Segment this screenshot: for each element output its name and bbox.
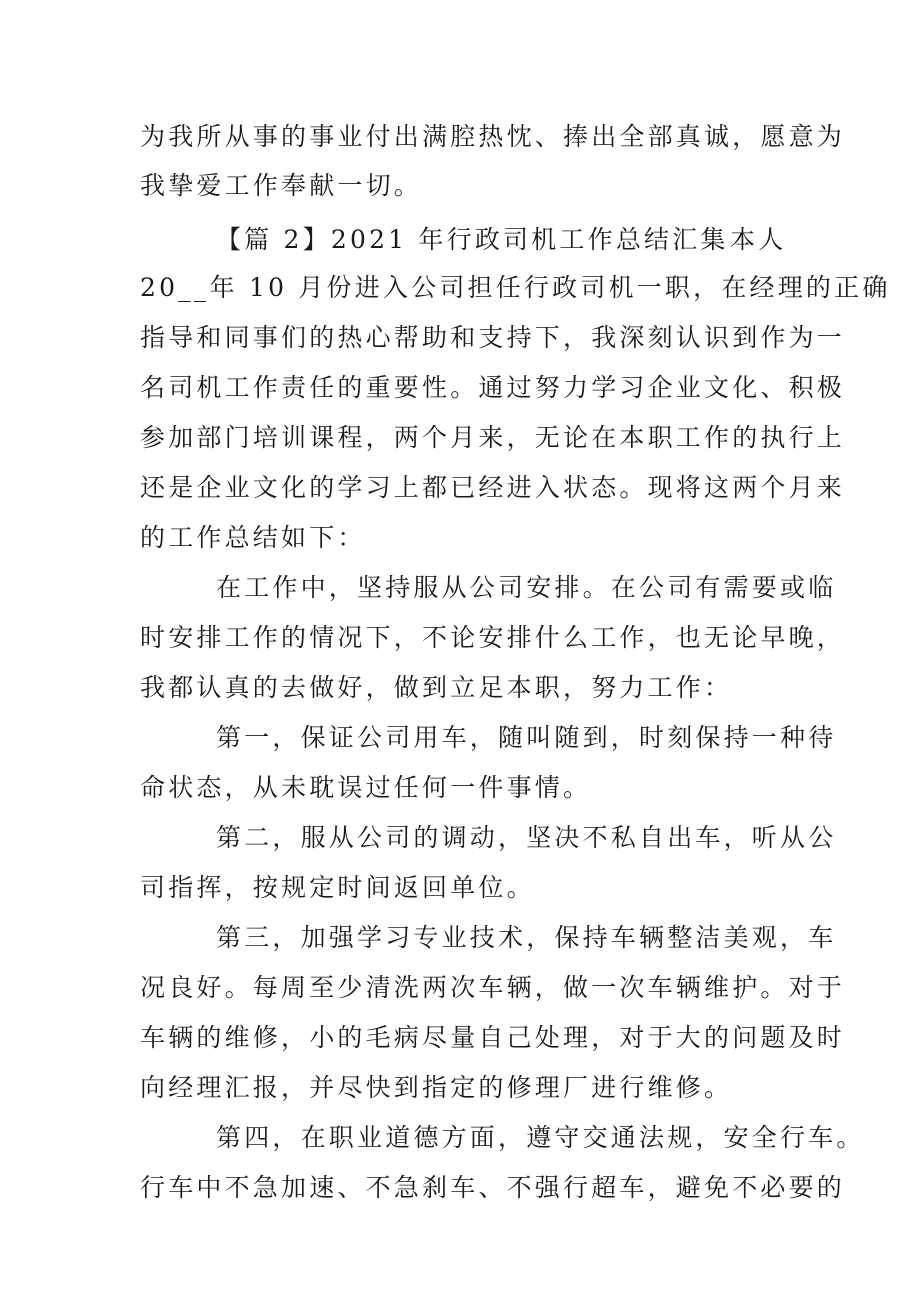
text-line-12: 我都认真的去做好，做到立足本职，努力工作： (140, 673, 733, 702)
text-line-2: 我挚爱工作奉献一切。 (140, 171, 423, 200)
text-line-5: 指导和同事们的热心帮助和支持下，我深刻认识到作为一 (140, 323, 846, 352)
text-line-1: 为我所从事的事业付出满腔热忱、捧出全部真诚，愿意为 (140, 122, 846, 151)
text-line-22: 行车中不急加速、不急刹车、不强行超车，避免不必要的 (140, 1173, 846, 1202)
text-line-19: 车辆的维修，小的毛病尽量自己处理，对于大的问题及时 (140, 1023, 846, 1052)
text-line-7: 参加部门培训课程，两个月来，无论在本职工作的执行上 (140, 423, 846, 452)
text-line-4: 20__年 10 月份进入公司担任行政司机一职，在经理的正确 (140, 273, 891, 302)
text-line-8: 还是企业文化的学习上都已经进入状态。现将这两个月来 (140, 473, 846, 502)
text-line-20: 向经理汇报，并尽快到指定的修理厂进行维修。 (140, 1073, 733, 1102)
text-line-10: 在工作中，坚持服从公司安排。在公司有需要或临 (216, 573, 837, 602)
heading-tail-text: 本人 (730, 225, 787, 254)
text-line-6: 名司机工作责任的重要性。通过努力学习企业文化、积极 (140, 373, 846, 402)
text-line-16: 司指挥，按规定时间返回单位。 (140, 873, 535, 902)
text-line-14: 命状态，从未耽误过任何一件事情。 (140, 773, 592, 802)
section-heading: 【篇 2】2021 年行政司机工作总结汇集 (216, 225, 729, 254)
text-line-11: 时安排工作的情况下，不论安排什么工作，也无论早晚， (140, 623, 846, 652)
text-line-18: 况良好。每周至少清洗两次车辆，做一次车辆维护。对于 (140, 973, 846, 1002)
text-line-13: 第一，保证公司用车，随叫随到，时刻保持一种待 (216, 723, 837, 752)
text-line-9: 的工作总结如下： (140, 523, 366, 552)
text-line-17: 第三，加强学习专业技术，保持车辆整洁美观，车 (216, 923, 837, 952)
text-line-15: 第二，服从公司的调动，坚决不私自出车，听从公 (216, 823, 837, 852)
text-line-21: 第四，在职业道德方面，遵守交通法规，安全行车。 (216, 1123, 865, 1152)
